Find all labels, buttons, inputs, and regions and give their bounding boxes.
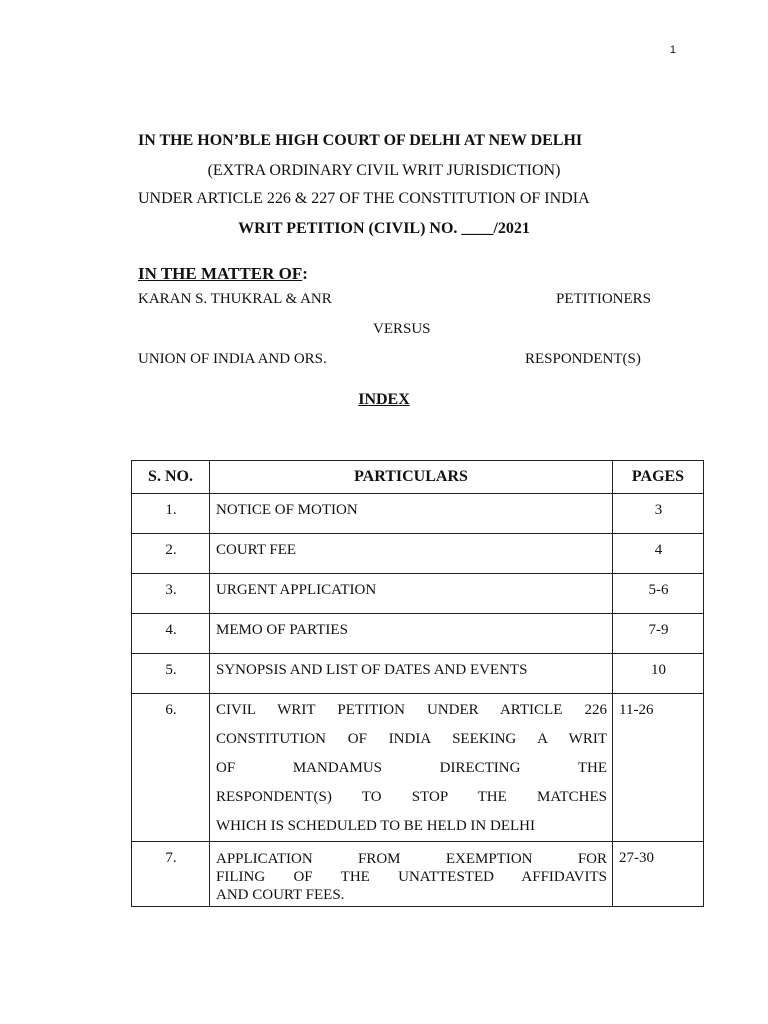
index-title: INDEX <box>358 391 410 408</box>
table-row <box>132 494 704 534</box>
row-particulars: SYNOPSIS AND LIST OF DATES AND EVENTS <box>210 654 613 694</box>
row-pages: 27-30 <box>613 842 704 907</box>
row-particulars: NOTICE OF MOTION <box>210 494 613 534</box>
particulars-line: FILING OF THE UNATTESTED AFFIDAVITS <box>216 869 607 885</box>
row-sno: 2. <box>132 534 210 574</box>
page-number: 1 <box>669 44 676 56</box>
row-sno: 5. <box>132 654 210 694</box>
row-pages: 3 <box>613 494 704 534</box>
particulars-line: AND COURT FEES. <box>216 887 345 903</box>
article-line: UNDER ARTICLE 226 & 227 OF THE CONSTITUTION OF INDIA <box>138 190 590 207</box>
row-sno: 1. <box>132 494 210 534</box>
versus-label: VERSUS <box>373 321 431 337</box>
row-particulars <box>210 842 613 907</box>
respondent-role: RESPONDENT(S) <box>525 351 641 367</box>
row-pages: 5-6 <box>613 574 704 614</box>
row-pages: 10 <box>613 654 704 694</box>
header-pages: PAGES <box>613 461 704 494</box>
table-header-row <box>132 461 704 494</box>
row-sno: 4. <box>132 614 210 654</box>
matter-label: IN THE MATTER OF <box>138 264 303 283</box>
particulars-line: WHICH IS SCHEDULED TO BE HELD IN DELHI <box>216 818 535 834</box>
table-row <box>132 842 704 907</box>
particulars-line: CONSTITUTION OF INDIA SEEKING A WRIT <box>216 731 607 747</box>
row-particulars: URGENT APPLICATION <box>210 574 613 614</box>
row-particulars: COURT FEE <box>210 534 613 574</box>
petition-number: WRIT PETITION (CIVIL) NO. ____/2021 <box>238 220 530 237</box>
index-table <box>131 460 704 907</box>
row-pages: 11-26 <box>613 694 704 842</box>
particulars-line: RESPONDENT(S) TO STOP THE MATCHES <box>216 789 607 805</box>
particulars-line: OF MANDAMUS DIRECTING THE <box>216 760 607 776</box>
table-row <box>132 614 704 654</box>
particulars-line: APPLICATION FROM EXEMPTION FOR <box>216 851 607 867</box>
petitioner-name: KARAN S. THUKRAL & ANR <box>138 291 332 307</box>
table-row <box>132 574 704 614</box>
row-sno: 3. <box>132 574 210 614</box>
row-sno: 7. <box>132 842 210 907</box>
respondent-name: UNION OF INDIA AND ORS. <box>138 351 327 367</box>
particulars-line: CIVIL WRIT PETITION UNDER ARTICLE 226 <box>216 702 607 718</box>
row-pages: 4 <box>613 534 704 574</box>
header-particulars: PARTICULARS <box>210 461 613 494</box>
matter-colon: : <box>302 264 308 283</box>
petitioner-role: PETITIONERS <box>556 291 651 307</box>
court-title: IN THE HON’BLE HIGH COURT OF DELHI AT NEW DELHI <box>138 132 583 149</box>
table-row <box>132 534 704 574</box>
row-sno: 6. <box>132 694 210 842</box>
row-particulars: MEMO OF PARTIES <box>210 614 613 654</box>
row-pages: 7-9 <box>613 614 704 654</box>
table-row <box>132 654 704 694</box>
row-particulars <box>210 694 613 842</box>
matter-heading <box>138 264 308 284</box>
header-sno: S. NO. <box>132 461 210 494</box>
jurisdiction-line: (EXTRA ORDINARY CIVIL WRIT JURISDICTION) <box>207 162 561 179</box>
table-row <box>132 694 704 842</box>
